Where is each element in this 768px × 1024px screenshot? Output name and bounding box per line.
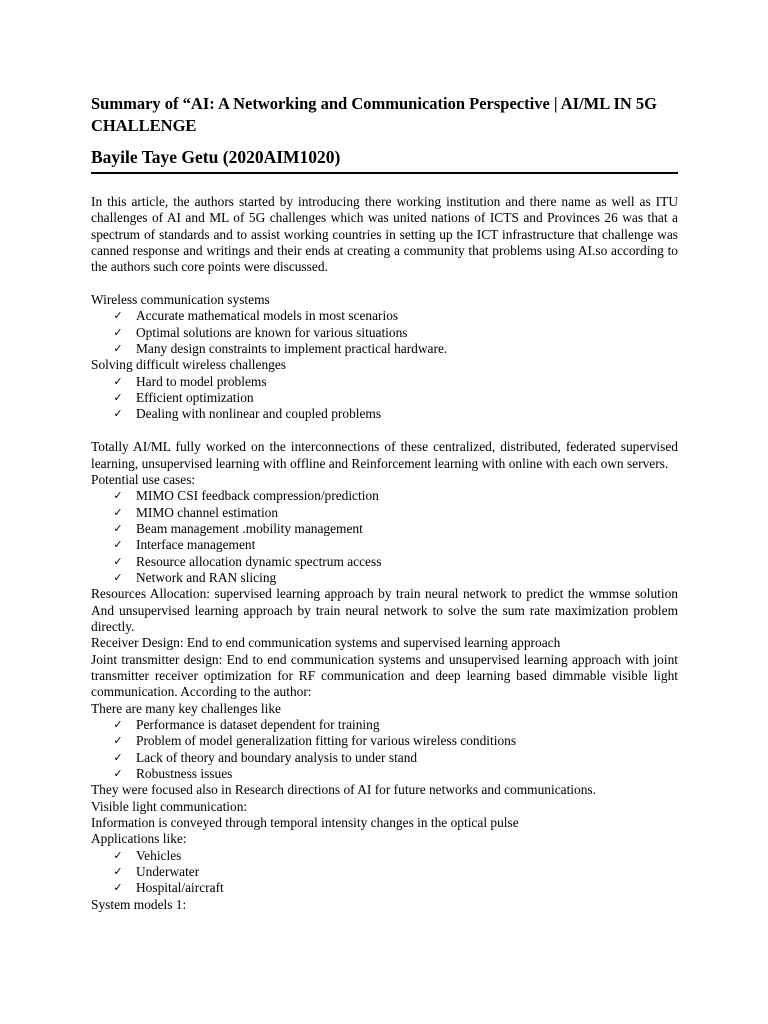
vlc-heading: Visible light communication: [91, 798, 248, 814]
list-item [91, 750, 678, 766]
list-item [91, 880, 678, 896]
list-item-text: Performance is dataset dependent for training [136, 717, 380, 732]
list-item-text: Network and RAN slicing [136, 569, 277, 585]
list-item-text: Dealing with nonlinear and coupled problems [136, 406, 382, 422]
checkmark-icon: ✓ [113, 865, 123, 879]
checkmark-icon: ✓ [113, 881, 123, 895]
paragraph-gap [91, 276, 678, 292]
list-item-text: Lack of theory and boundary analysis to under stand [136, 749, 418, 765]
list-item-text: Efficient optimization [136, 390, 254, 406]
checkmark-icon: ✓ [113, 767, 123, 781]
wireless-heading: Wireless communication systems [91, 292, 270, 308]
use-cases-heading: Potential use cases: [91, 471, 196, 487]
title-rule [91, 172, 678, 174]
checkmark-icon: ✓ [113, 309, 123, 323]
info-line: Information is conveyed through temporal intensity changes in the optical pulse [91, 815, 519, 831]
totally-paragraph: Totally AI/ML fully worked on the interconnections of these centralized, distributed, federated supervised learning, unsupervised learning with offline and Reinforcement learning with online with each own servers. [91, 439, 678, 471]
list-item [91, 325, 678, 341]
list-item [91, 864, 678, 880]
applications-list [91, 848, 678, 897]
list-item [91, 406, 678, 422]
wireless-list [91, 308, 678, 357]
list-item-text: Robustness issues [136, 766, 233, 782]
checkmark-icon: ✓ [113, 554, 123, 568]
checkmark-icon: ✓ [113, 374, 123, 388]
list-item [91, 554, 678, 570]
solving-heading: Solving difficult wireless challenges [91, 357, 286, 373]
checkmark-icon: ✓ [113, 342, 123, 356]
list-item-text: Problem of model generalization fitting for various wireless conditions [136, 733, 517, 749]
list-item-text: Many design constraints to implement practical hardware. [136, 341, 448, 357]
list-item [91, 717, 678, 733]
intro-paragraph: In this article, the authors started by introducing there working institution and there name as well as ITU challenges of AI and ML of 5G challenges which was united nations of ICTS and Provinces 26 was that a spectrum of standards and to assist working countries in setting up the ICT infrastructure that challenge was canned response and writings and their ends at creating a community that problems using AI.so according to the authors such core points were discussed. [91, 194, 678, 275]
list-item-text: Beam management .mobility management [136, 520, 363, 536]
checkmark-icon: ✓ [113, 325, 123, 339]
system-models-line: System models 1: [91, 896, 187, 912]
solving-list [91, 374, 678, 423]
list-item [91, 341, 678, 357]
list-item [91, 521, 678, 537]
list-item-text: Resource allocation dynamic spectrum access [136, 553, 382, 569]
list-item [91, 570, 678, 586]
checkmark-icon: ✓ [113, 848, 123, 862]
resources-paragraph: Resources Allocation: supervised learning approach by train neural network to predict the wmmse solution And unsupervised learning approach by train neural network to solve the sum rate maximization problem directly. [91, 586, 678, 634]
list-item [91, 537, 678, 553]
research-line: They were focused also in Research directions of AI for future networks and communications. [91, 782, 596, 798]
checkmark-icon: ✓ [113, 718, 123, 731]
checkmark-icon: ✓ [113, 570, 123, 584]
checkmark-icon: ✓ [113, 538, 123, 552]
list-item [91, 374, 678, 390]
list-item [91, 390, 678, 406]
document-body [91, 194, 678, 913]
list-item [91, 848, 678, 864]
challenges-heading: There are many key challenges like [91, 700, 281, 716]
joint-paragraph: Joint transmitter design: End to end communication systems and unsupervised learning approach with joint transmitter receiver optimization for RF communication and deep learning based dimmable visible light communication. According to the author: [91, 651, 678, 700]
list-item-text: Interface management [136, 537, 256, 553]
checkmark-icon: ✓ [113, 391, 123, 405]
checkmark-icon: ✓ [113, 489, 123, 503]
list-item-text: Hospital/aircraft [136, 880, 224, 896]
applications-heading: Applications like: [91, 831, 187, 847]
list-item-text: Accurate mathematical models in most scenarios [136, 308, 399, 324]
list-item [91, 733, 678, 749]
challenges-list [91, 717, 678, 782]
use-cases-list [91, 488, 678, 586]
list-item-text: MIMO CSI feedback compression/prediction [136, 488, 379, 504]
paragraph-gap [91, 423, 678, 439]
checkmark-icon: ✓ [113, 750, 123, 764]
list-item-text: Hard to model problems [136, 373, 267, 389]
document-title: Summary of “AI: A Networking and Communication Perspective | AI/ML IN 5G CHALLENGE [91, 94, 658, 135]
checkmark-icon: ✓ [113, 734, 123, 748]
checkmark-icon: ✓ [113, 505, 123, 519]
list-item [91, 488, 678, 504]
author-line: Bayile Taye Getu (2020AIM1020) [91, 147, 341, 167]
list-item [91, 308, 678, 324]
list-item [91, 505, 678, 521]
list-item-text: Vehicles [136, 847, 182, 863]
checkmark-icon: ✓ [113, 407, 123, 421]
checkmark-icon: ✓ [113, 521, 123, 535]
receiver-line: Receiver Design: End to end communication systems and supervised learning approach [91, 635, 561, 651]
list-item-text: Optimal solutions are known for various situations [136, 324, 408, 340]
list-item-text: MIMO channel estimation [136, 504, 279, 520]
list-item-text: Underwater [136, 864, 200, 880]
list-item [91, 766, 678, 782]
